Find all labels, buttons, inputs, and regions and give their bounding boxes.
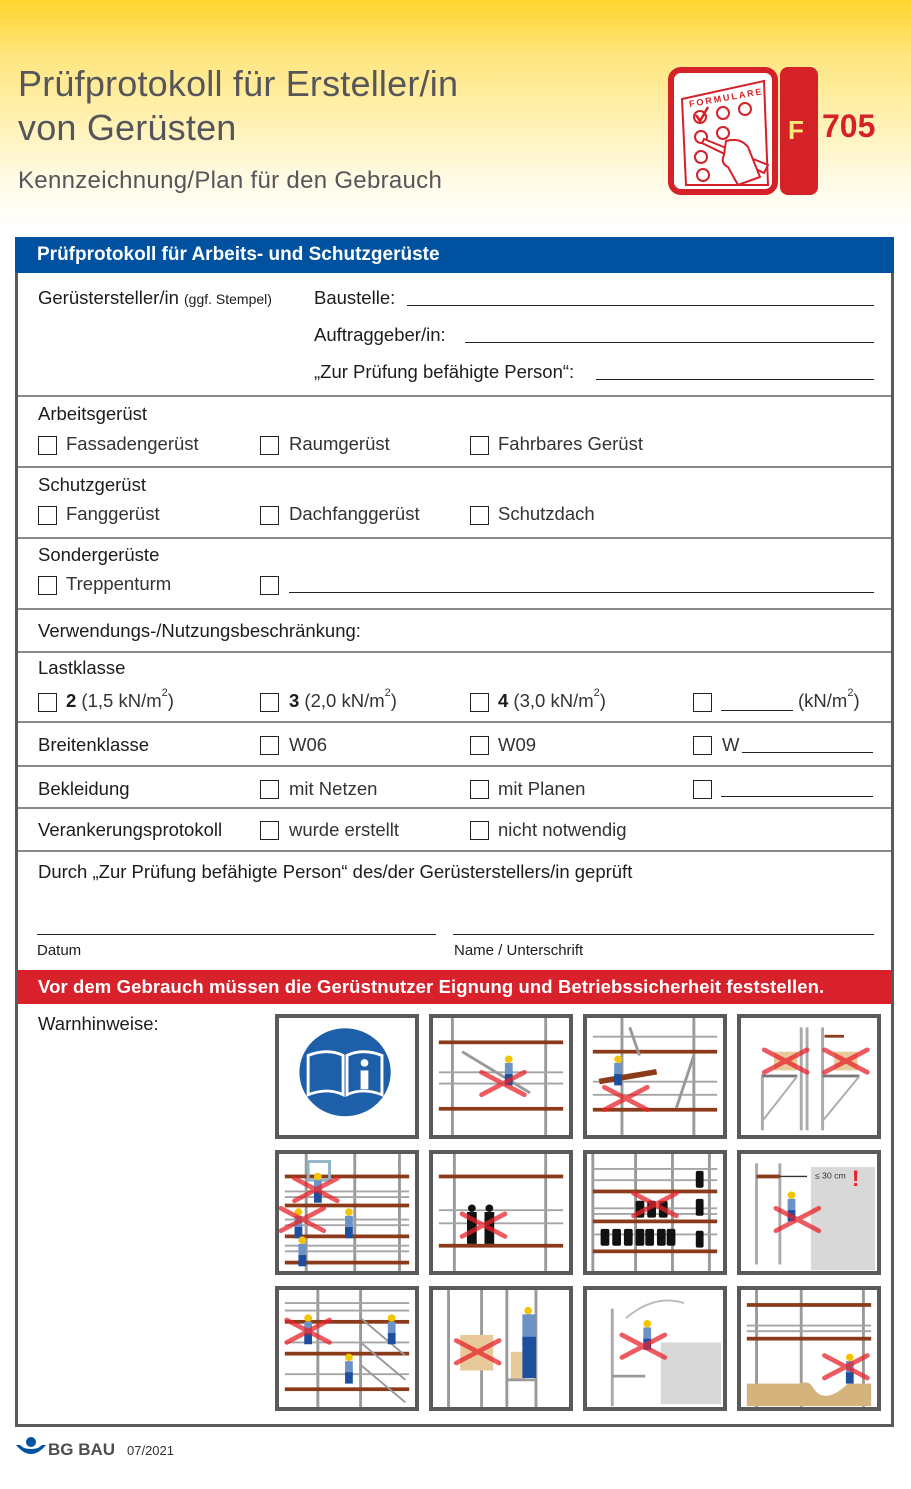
warning-pictogram-icon xyxy=(279,1018,415,1135)
checkbox-lastklasse-4[interactable] xyxy=(470,693,489,712)
option-label: 3 (2,0 $kN/m^2$) xyxy=(289,687,397,711)
checkbox-dachfanggeruest[interactable] xyxy=(260,506,279,525)
row-sondergerueste xyxy=(18,539,891,610)
footer-brand: BG BAU xyxy=(48,1440,116,1459)
option-label: Fanggerüst xyxy=(66,503,160,524)
warning-pictogram-icon xyxy=(279,1154,415,1271)
checkbox-schutzdach[interactable] xyxy=(470,506,489,525)
bg-bau-logo-icon xyxy=(15,1437,47,1464)
creator-label xyxy=(38,287,272,309)
no-carrying-on-edge-icon xyxy=(583,1014,727,1139)
row-bekleidung xyxy=(18,767,891,809)
sonder-other-input[interactable] xyxy=(289,592,874,593)
checkbox-w06[interactable] xyxy=(260,736,279,755)
checkbox-sonder-other[interactable] xyxy=(260,576,279,595)
verankerung-label: Verankerungsprotokoll xyxy=(38,819,223,840)
option-label: Raumgerüst xyxy=(289,433,390,454)
restriction-label: Verwendungs-/Nutzungsbeschränkung: xyxy=(38,620,361,641)
arbeitsgeruest-label: Arbeitsgerüst xyxy=(38,403,147,424)
svg-text:!: ! xyxy=(851,1165,860,1191)
no-removing-parts-icon xyxy=(429,1014,573,1139)
warning-pictogram-icon xyxy=(741,1018,877,1135)
option-label: Treppenturm xyxy=(66,573,172,594)
auftraggeber-label: Auftraggeber/in: xyxy=(314,324,446,345)
footer-date: 07/2021 xyxy=(127,1443,174,1458)
formulare-badge xyxy=(668,67,818,195)
warning-pictogram-icon xyxy=(433,1290,569,1407)
checkbox-treppenturm[interactable] xyxy=(38,576,57,595)
page-title xyxy=(18,62,458,150)
row-breitenklasse xyxy=(18,723,891,767)
no-overloading-deck-icon xyxy=(583,1150,727,1275)
breitenklasse-label: Breitenklasse xyxy=(38,734,150,755)
warning-banner: Vor dem Gebrauch müssen die Gerüstnutzer Eignung und Betriebssicherheit feststellen. xyxy=(18,970,891,1004)
checkbox-raumgeruest[interactable] xyxy=(260,436,279,455)
option-label: mit Planen xyxy=(498,778,586,799)
warning-pictogram-icon xyxy=(433,1018,569,1135)
no-digging-at-base-icon xyxy=(737,1286,881,1411)
option-unit: $(kN/m^2)$ xyxy=(798,687,860,711)
option-label: wurde erstellt xyxy=(289,819,400,840)
option-label: W06 xyxy=(289,734,328,755)
no-jumping-icon xyxy=(583,1286,727,1411)
checkbox-lastklasse-2[interactable] xyxy=(38,693,57,712)
row-schutzgeruest xyxy=(18,468,891,539)
option-label: nicht notwendig xyxy=(498,819,627,840)
checkbox-fanggeruest[interactable] xyxy=(38,506,57,525)
checkbox-fahrbares-geruest[interactable] xyxy=(470,436,489,455)
page-subtitle: Kennzeichnung/Plan für den Gebrauch xyxy=(18,167,443,194)
warning-pictogram-icon xyxy=(741,1154,877,1271)
no-simultaneous-work-icon xyxy=(275,1150,419,1275)
option-label: 2 (1,5 $kN/m^2$) xyxy=(66,687,174,711)
signature-input[interactable] xyxy=(453,934,874,935)
checkbox-lastklasse-custom[interactable] xyxy=(693,693,712,712)
warning-pictogram-icon xyxy=(433,1154,569,1271)
no-crowding-icon xyxy=(429,1150,573,1275)
lastklasse-label: Lastklasse xyxy=(38,657,126,678)
date-input[interactable] xyxy=(37,934,436,935)
no-climbing-outside-icon xyxy=(275,1286,419,1411)
option-label: Schutzdach xyxy=(498,503,595,524)
checkbox-wurde-erstellt[interactable] xyxy=(260,821,279,840)
warning-pictogram-icon xyxy=(741,1290,877,1407)
checkbox-fassadengeruest[interactable] xyxy=(38,436,57,455)
svg-text:F: F xyxy=(788,115,804,145)
no-storing-on-deck-icon xyxy=(429,1286,573,1411)
w-custom-input[interactable] xyxy=(742,752,873,753)
bekleidung-custom-input[interactable] xyxy=(721,796,873,797)
schutzgeruest-label: Schutzgerüst xyxy=(38,474,146,495)
checkbox-mit-planen[interactable] xyxy=(470,780,489,799)
option-label: 4 (3,0 $kN/m^2$) xyxy=(498,687,606,711)
formulare-icon xyxy=(668,67,818,195)
warning-pictogram-icon xyxy=(587,1290,723,1407)
checkbox-bekleidung-custom[interactable] xyxy=(693,780,712,799)
row-verankerung xyxy=(18,809,891,852)
svg-text:FORMULARE: FORMULARE xyxy=(688,86,765,110)
checkbox-mit-netzen[interactable] xyxy=(260,780,279,799)
baustelle-input[interactable] xyxy=(407,305,874,306)
row-restriction xyxy=(18,610,891,653)
checkbox-lastklasse-3[interactable] xyxy=(260,693,279,712)
checkbox-nicht-notwendig[interactable] xyxy=(470,821,489,840)
option-label: W09 xyxy=(498,734,537,755)
sondergerueste-label: Sondergerüste xyxy=(38,544,160,565)
befaehigte-person-input[interactable] xyxy=(596,379,874,380)
row-general-info xyxy=(18,273,891,397)
warning-pictogram-icon xyxy=(279,1290,415,1407)
title-line-1: Prüfprotokoll für Ersteller/in xyxy=(18,63,459,104)
option-label: Fahrbares Gerüst xyxy=(498,433,643,454)
auftraggeber-input[interactable] xyxy=(465,342,874,343)
option-label: Dachfanggerüst xyxy=(289,503,420,524)
befaehigte-person-label: „Zur Prüfung befähigte Person“: xyxy=(314,361,575,382)
no-overloading-bracket-icon xyxy=(737,1014,881,1139)
bekleidung-label: Bekleidung xyxy=(38,778,130,799)
option-label: mit Netzen xyxy=(289,778,378,799)
baustelle-label: Baustelle: xyxy=(314,287,396,308)
creator-hint: (ggf. Stempel) xyxy=(184,291,272,307)
warning-pictogram-icon xyxy=(587,1154,723,1271)
lastklasse-custom-input[interactable] xyxy=(721,710,793,711)
row-arbeitsgeruest xyxy=(18,397,891,468)
checked-by-text: Durch „Zur Prüfung befähigte Person“ des/der Gerüsterstellers/in geprüft xyxy=(38,861,633,882)
option-label: W xyxy=(722,734,740,755)
warnings-label: Warnhinweise: xyxy=(38,1013,159,1034)
read-instructions-icon xyxy=(275,1014,419,1139)
form-number: 705 xyxy=(822,108,876,144)
svg-text:≤ 30 cm: ≤ 30 cm xyxy=(814,1170,846,1181)
option-label: Fassadengerüst xyxy=(66,433,199,454)
creator-label-text: Gerüstersteller/in xyxy=(38,287,179,308)
date-label: Datum xyxy=(37,942,82,959)
checkbox-w09[interactable] xyxy=(470,736,489,755)
warning-pictogram-icon xyxy=(587,1018,723,1135)
row-lastklasse xyxy=(18,653,891,723)
title-line-2: von Gerüsten xyxy=(18,107,237,148)
name-label: Name / Unterschrift xyxy=(454,942,584,959)
max-30cm-wall-gap-icon xyxy=(737,1150,881,1275)
checkbox-w-custom[interactable] xyxy=(693,736,712,755)
form-section-title: Prüfprotokoll für Arbeits- und Schutzgerüste xyxy=(15,237,894,273)
